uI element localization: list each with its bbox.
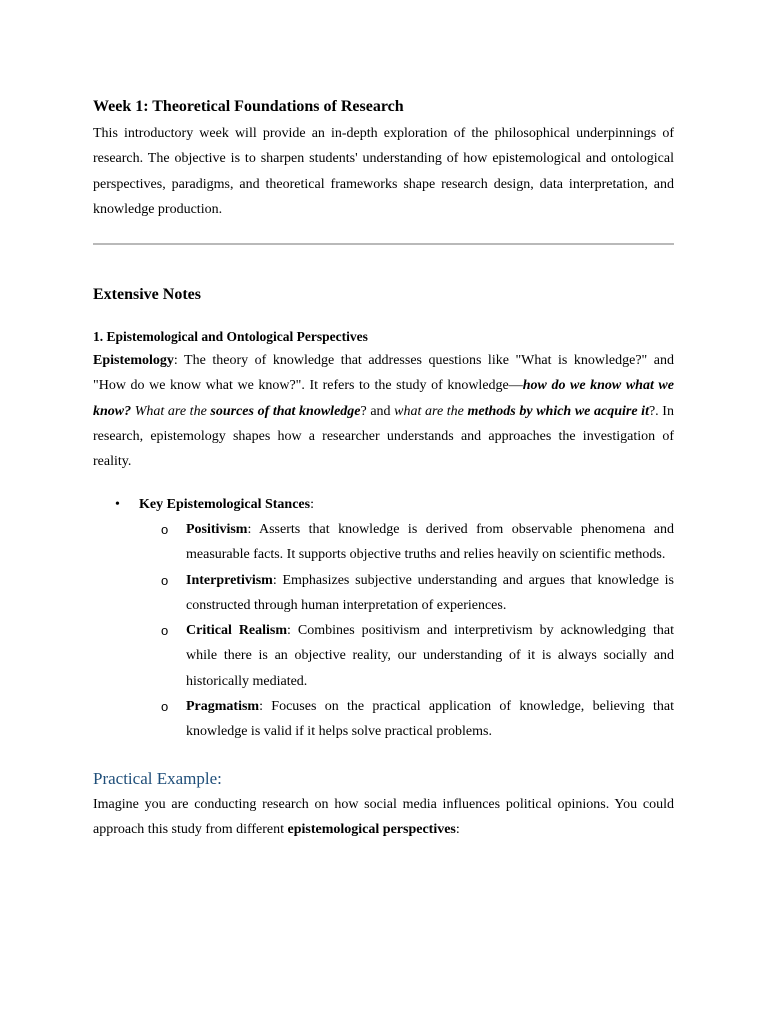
epistemology-paragraph xyxy=(93,348,674,474)
epistemology-text-2: ? and xyxy=(360,403,395,419)
stances-label: Key Epistemological Stances xyxy=(139,496,311,512)
list-item xyxy=(139,618,674,694)
circle-bullet-icon: o xyxy=(161,623,169,639)
epistemology-bold-1: sources of that knowledge xyxy=(210,403,361,419)
circle-bullet-icon: o xyxy=(161,699,169,715)
epistemology-bold-2: methods by xyxy=(467,403,533,419)
stance-term: Interpretivism xyxy=(186,572,273,588)
list-item xyxy=(139,517,674,568)
epistemology-text-3: ?. In research, epistemology shapes how a researcher understands and approaches the investigation of reality. xyxy=(93,403,674,470)
stances-colon: : xyxy=(310,496,314,512)
section-divider xyxy=(93,243,674,245)
stance-text: : Focuses on the practical application of knowledge, believing that knowledge is valid if it helps solve practical problems. xyxy=(186,699,674,740)
epistemology-term: Epistemology xyxy=(93,353,174,369)
epistemology-bold-italic-1: how do we know what we know? xyxy=(93,378,674,419)
stance-text: : Asserts that knowledge is derived from observable phenomena and measurable facts. It supports objective truths and relies heavily on scientific methods. xyxy=(186,521,674,563)
epistemology-bold-italic-2: which we acquire it xyxy=(536,403,649,419)
example-text-2: : xyxy=(455,821,460,837)
circle-bullet-icon: o xyxy=(161,572,169,588)
example-bold: epistemological perspectives xyxy=(287,821,456,837)
stances-list xyxy=(93,492,674,745)
list-item xyxy=(93,492,674,745)
epistemology-text-1: : The theory of knowledge that addresses questions like "What is knowledge?" and "How do we know what we know?". It refers to the study of knowledge— xyxy=(93,353,674,394)
epistemology-italic-2: what are the xyxy=(394,403,468,419)
sub-stances-list xyxy=(139,517,674,745)
list-item xyxy=(139,568,674,619)
epistemology-italic-1: What are the xyxy=(131,403,211,419)
stance-text: : Combines positivism and interpretivism by acknowledging that while there is an objective reality, our understanding of it is always socially and historically mediated. xyxy=(186,623,674,689)
example-text-1: Imagine you are conducting research on how social media influences political opinions. You could approach this study from different xyxy=(93,796,674,837)
circle-bullet-icon: o xyxy=(161,521,169,537)
document-content xyxy=(93,93,674,842)
intro-paragraph: This introductory week will provide an in-depth exploration of the philosophical underpinnings of research. The objective is to sharpen students' understanding of how epistemological and ontological perspectives, paradigms, and theoretical frameworks shape research design, data interpretation, and knowledge production. xyxy=(93,126,674,217)
stance-term: Pragmatism xyxy=(186,699,260,715)
stance-term: Critical Realism xyxy=(186,623,288,639)
page-title: Week 1: Theoretical Foundations of Research xyxy=(93,98,404,115)
list-item xyxy=(139,694,674,745)
section-title: Extensive Notes xyxy=(93,286,201,304)
bullet-icon: • xyxy=(115,496,120,512)
stance-term: Positivism xyxy=(186,521,248,537)
example-paragraph xyxy=(93,792,674,843)
subsection-title: 1. Epistemological and Ontological Perspectives xyxy=(93,329,368,345)
example-heading: Practical Example: xyxy=(93,768,222,788)
stance-text: : Emphasizes subjective understanding and argues that knowledge is constructed through human interpretation of experiences. xyxy=(186,572,674,613)
